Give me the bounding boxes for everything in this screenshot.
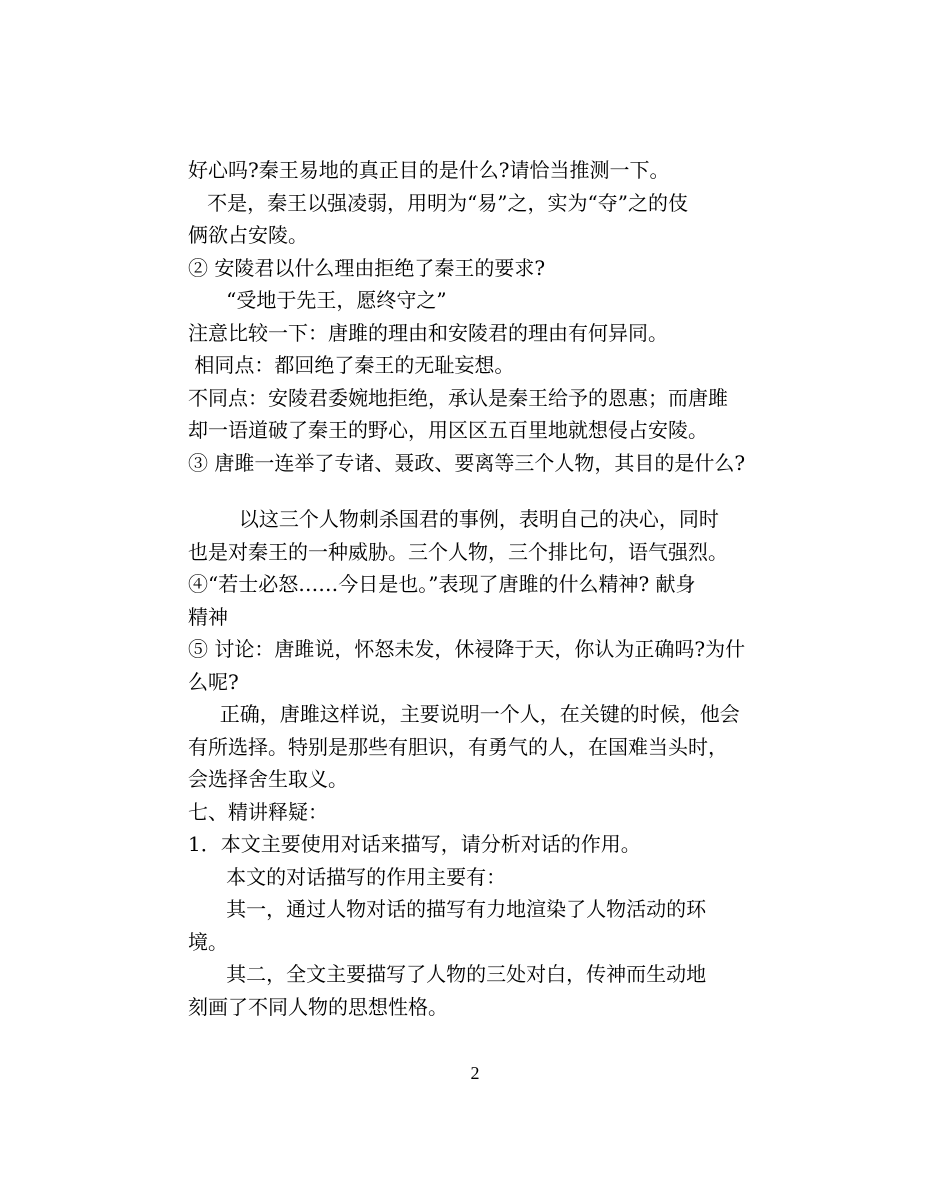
text-line: 不是，秦王以强凌弱，用明为“易”之，实为“夺”之的伎 [188,190,688,215]
question-4: ④“若士必怒……今日是也。”表现了唐雎的什么精神? 献身 [188,572,696,596]
text-line: 相同点：都回绝了秦王的无耻妄想。 [188,353,515,377]
blank-line [188,479,788,503]
question-2: ② 安陵君以什么理由拒绝了秦王的要求? [188,255,546,280]
question-3: ③ 唐雎一连举了专诸、聂政、要离等三个人物，其目的是什么? [188,450,746,475]
text-line: 会选择舍生取义。 [188,767,348,791]
text-line: 也是对秦王的一种威胁。三个人物，三个排比句，语气强烈。 [188,539,728,564]
page-number: 2 [470,1063,480,1083]
body-text [188,154,788,1023]
text-line: 本文的对话描写的作用主要有： [188,864,507,889]
text-line: 精神 [188,604,228,629]
text-line: 其一，通过人物对话的描写有力地渲染了人物活动的环 [188,897,707,921]
text-line: 正确，唐雎这样说，主要说明一个人，在关键的时候，他会 [188,702,740,726]
quote-line: “受地于先王，愿终守之” [188,288,447,312]
question-5: ⑤ 讨论：唐雎说，怀怒未发，休祲降于天，你认为正确吗?为什 [188,637,746,661]
text-line: 么呢? [188,669,239,694]
text-line: 其二，全文主要描写了人物的三处对白，传神而生动地 [188,962,707,986]
text-line: 刻画了不同人物的思想性格。 [188,994,448,1019]
numbered-item: 1．本文主要使用对话来描写，请分析对话的作用。 [188,832,641,856]
text-line: 境。 [188,929,228,954]
text-line: 俩欲占安陵。 [188,223,308,247]
text-line: 注意比较一下：唐雎的理由和安陵君的理由有何异同。 [188,320,668,345]
text-line: 好心吗?秦王易地的真正目的是什么?请恰当推测一下。 [188,158,670,182]
text-line: 却一语道破了秦王的野心，用区区五百里地就想侵占安陵。 [188,418,708,442]
text-line: 以这三个人物刺杀国君的事例，表明自己的决心，同时 [188,507,719,531]
text-line: 不同点：安陵君委婉地拒绝，承认是秦王给予的恩惠；而唐雎 [188,385,728,410]
section-heading: 七、精讲释疑： [188,799,328,824]
text-line: 有所选择。特别是那些有胆识，有勇气的人，在国难当头时， [188,734,728,759]
